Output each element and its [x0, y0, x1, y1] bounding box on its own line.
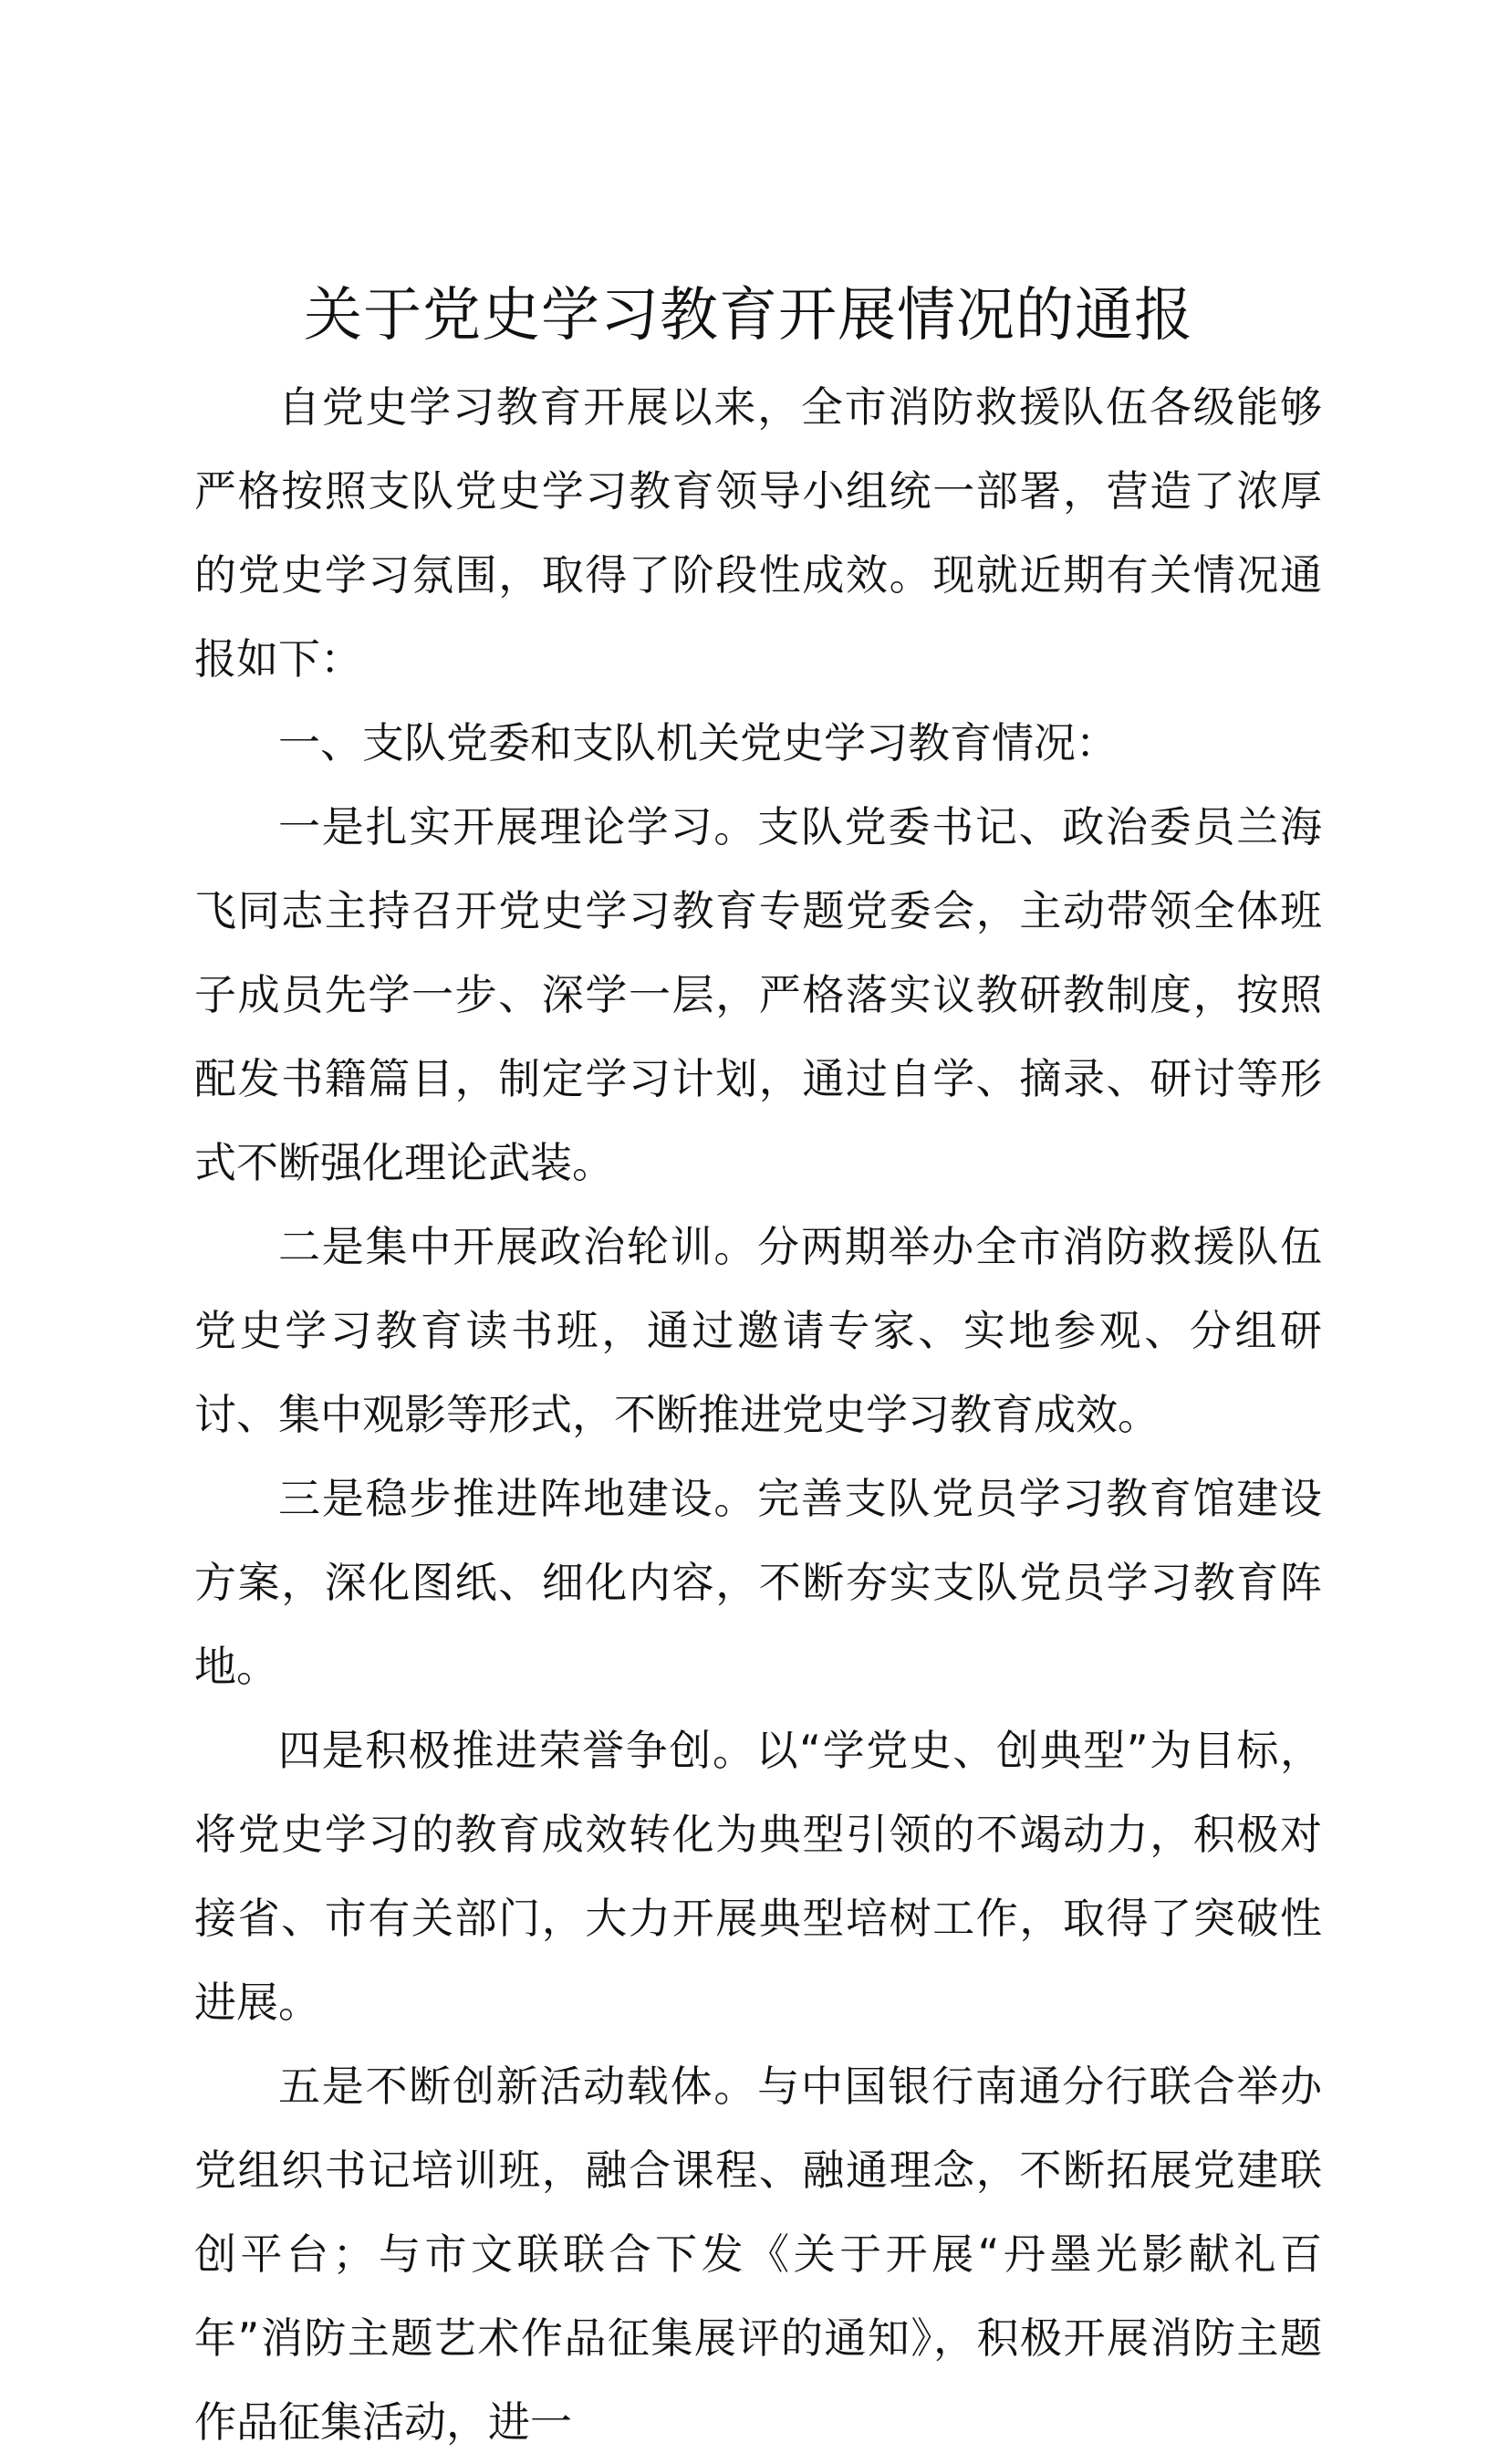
paragraph-political-training: 二是集中开展政治轮训。分两期举办全市消防救援队伍党史学习教育读书班，通过邀请专家、实地参观、分组研讨、集中观影等形式，不断推进党史学习教育成效。 — [194, 1222, 1322, 1439]
paragraph-honor-creation: 四是积极推进荣誉争创。以“学党史、创典型”为目标，将党史学习的教育成效转化为典型引领的不竭动力，积极对接省、市有关部门，大力开展典型培树工作，取得了突破性进展。 — [194, 1726, 1322, 2027]
paragraph-activity-innovation: 五是不断创新活动载体。与中国银行南通分行联合举办党组织书记培训班，融合课程、融通理念，不断拓展党建联创平台；与市文联联合下发《关于开展“丹墨光影献礼百年”消防主题艺术作品征集展评的通知》，积极开展消防主题作品征集活动，进一 — [194, 2062, 1322, 2447]
paragraph-theory-study: 一是扎实开展理论学习。支队党委书记、政治委员兰海飞同志主持召开党史学习教育专题党委会，主动带领全体班子成员先学一步、深学一层，严格落实议教研教制度，按照配发书籍篇目，制定学习计划，通过自学、摘录、研讨等形式不断强化理论武装。 — [194, 802, 1322, 1187]
document-page — [194, 274, 1322, 2464]
document-title: 关于党史学习教育开展情况的通报 — [304, 282, 1193, 350]
paragraph-position-building: 三是稳步推进阵地建设。完善支队党员学习教育馆建设方案，深化图纸、细化内容，不断夯实支队党员学习教育阵地。 — [194, 1474, 1322, 1691]
paragraph-section-one-heading: 一、支队党委和支队机关党史学习教育情况： — [278, 718, 1118, 767]
paragraph-intro: 自党史学习教育开展以来，全市消防救援队伍各级能够严格按照支队党史学习教育领导小组统一部署，营造了浓厚的党史学习氛围，取得了阶段性成效。现就近期有关情况通报如下： — [194, 382, 1322, 684]
